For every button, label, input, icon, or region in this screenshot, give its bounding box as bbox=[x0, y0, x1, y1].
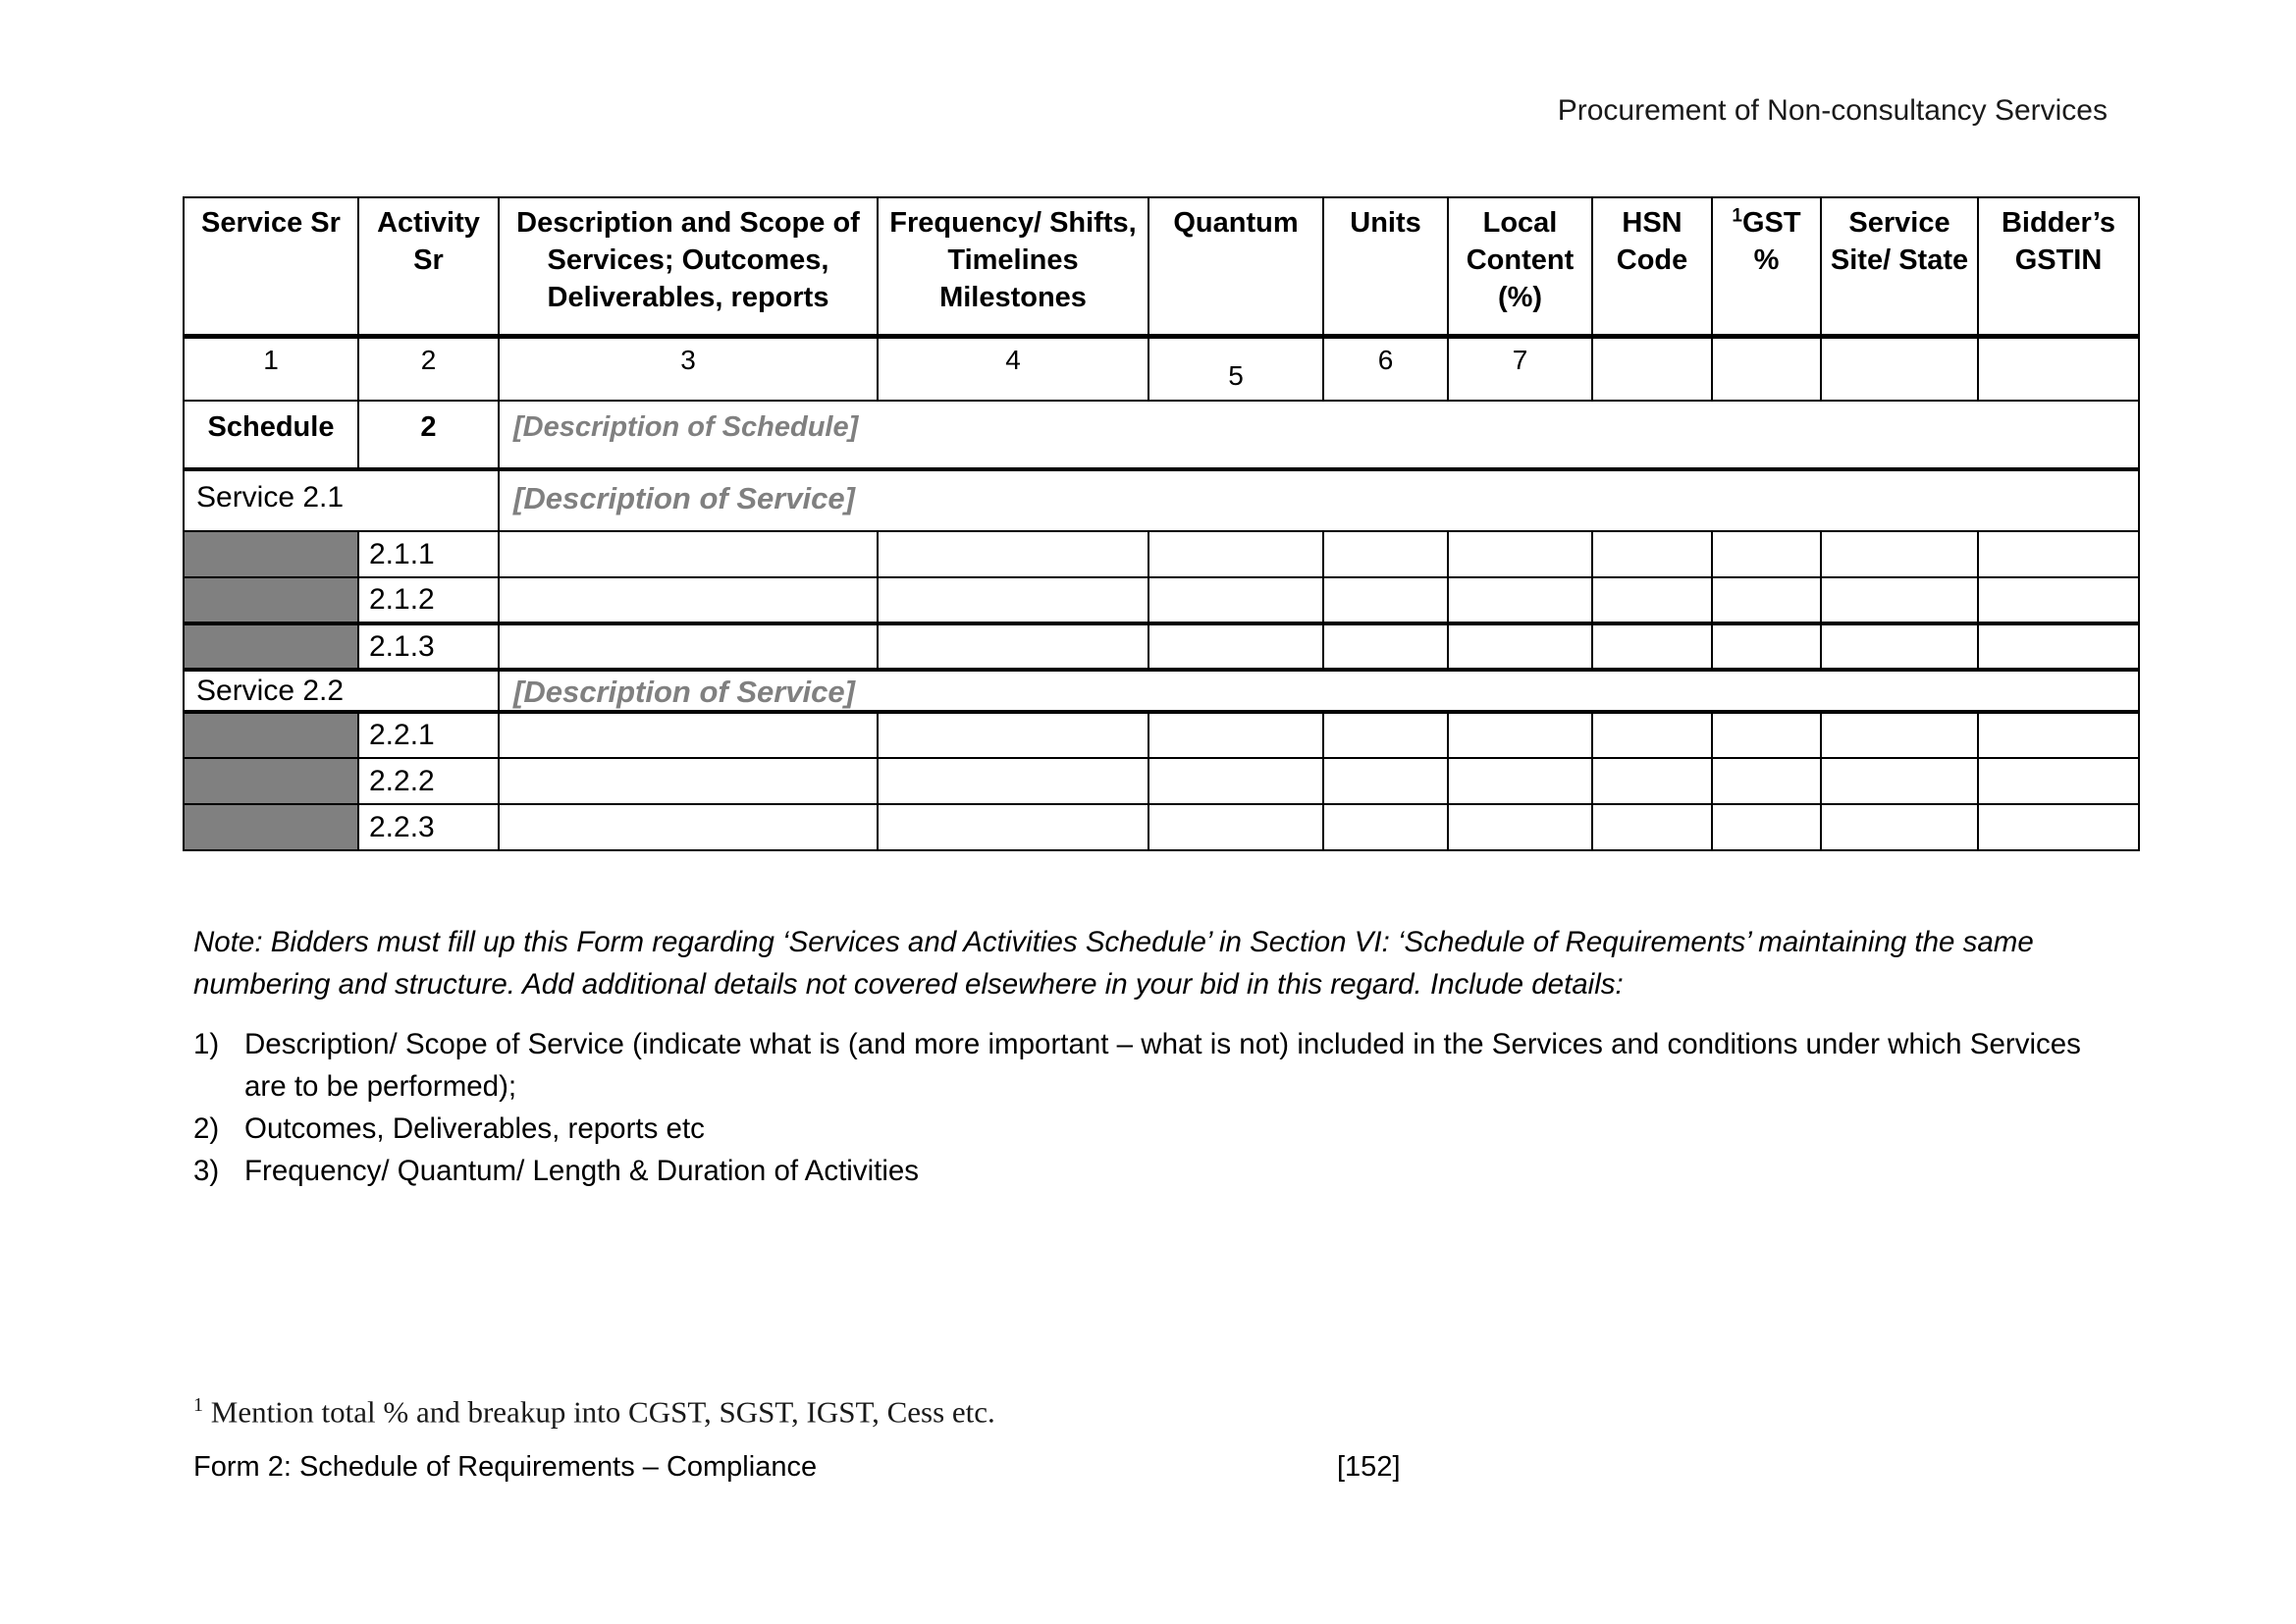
details-list bbox=[193, 1023, 2098, 1192]
table-header-row bbox=[184, 197, 2139, 336]
column-number-4: 4 bbox=[878, 336, 1148, 401]
empty-cell bbox=[1821, 758, 1978, 804]
activity-row-2-2-1 bbox=[184, 712, 2139, 758]
empty-cell bbox=[878, 804, 1148, 850]
empty-cell bbox=[499, 804, 878, 850]
empty-cell bbox=[1323, 531, 1448, 577]
empty-cell bbox=[1712, 336, 1821, 401]
empty-cell bbox=[1712, 531, 1821, 577]
empty-cell bbox=[1821, 531, 1978, 577]
col-header-service-sr: Service Sr bbox=[184, 197, 358, 336]
empty-cell bbox=[499, 577, 878, 623]
activity-row-2-2-3 bbox=[184, 804, 2139, 850]
col-header-frequency: Frequency/ Shifts, Timelines Milestones bbox=[878, 197, 1148, 336]
empty-cell bbox=[1592, 758, 1712, 804]
list-item-text: Outcomes, Deliverables, reports etc bbox=[244, 1112, 705, 1145]
column-number-3: 3 bbox=[499, 336, 878, 401]
footnote-ref: 1 bbox=[193, 1394, 203, 1416]
service-2-2-description-placeholder: [Description of Service] bbox=[499, 670, 2139, 712]
list-item-marker: 2) bbox=[193, 1112, 220, 1145]
list-item-text: Frequency/ Quantum/ Length & Duration of Activities bbox=[244, 1155, 920, 1187]
empty-cell bbox=[1323, 804, 1448, 850]
shaded-cell bbox=[184, 758, 358, 804]
empty-cell bbox=[878, 712, 1148, 758]
empty-cell bbox=[1323, 623, 1448, 670]
empty-cell bbox=[1978, 758, 2139, 804]
col-header-activity-sr: Activity Sr bbox=[358, 197, 499, 336]
schedule-row bbox=[184, 401, 2139, 469]
col-header-service-site: Service Site/ State bbox=[1821, 197, 1978, 336]
list-item-marker: 1) bbox=[193, 1028, 220, 1060]
column-number-2: 2 bbox=[358, 336, 499, 401]
empty-cell bbox=[1712, 577, 1821, 623]
activity-row-2-1-3 bbox=[184, 623, 2139, 670]
empty-cell bbox=[1323, 577, 1448, 623]
empty-cell bbox=[1978, 623, 2139, 670]
shaded-cell bbox=[184, 712, 358, 758]
empty-cell bbox=[1821, 336, 1978, 401]
empty-cell bbox=[1821, 712, 1978, 758]
empty-cell bbox=[499, 531, 878, 577]
service-2-1-label: Service 2.1 bbox=[184, 469, 499, 531]
empty-cell bbox=[1448, 623, 1592, 670]
schedule-label: Schedule bbox=[184, 401, 358, 469]
service-2-1-description-placeholder: [Description of Service] bbox=[499, 469, 2139, 531]
empty-cell bbox=[1978, 577, 2139, 623]
schedule-description-placeholder: [Description of Schedule] bbox=[499, 401, 2139, 469]
activity-row-2-2-2 bbox=[184, 758, 2139, 804]
empty-cell bbox=[1978, 712, 2139, 758]
activity-sr-2-1-3: 2.1.3 bbox=[358, 623, 499, 670]
column-number-5: 5 bbox=[1148, 336, 1323, 401]
service-2-2-row bbox=[184, 670, 2139, 712]
empty-cell bbox=[499, 712, 878, 758]
empty-cell bbox=[1148, 577, 1323, 623]
activity-sr-2-1-2: 2.1.2 bbox=[358, 577, 499, 623]
requirements-table-wrapper bbox=[183, 196, 2140, 851]
empty-cell bbox=[1712, 623, 1821, 670]
gst-footnote bbox=[193, 1394, 995, 1430]
activity-sr-2-2-1: 2.2.1 bbox=[358, 712, 499, 758]
empty-cell bbox=[1323, 758, 1448, 804]
shaded-cell bbox=[184, 577, 358, 623]
bidders-note: Note: Bidders must fill up this Form regarding ‘Services and Activities Schedule’ in Section VI: ‘Schedule of Requirements’ maintaining the same numbering and structure. Add additional details not covered elsewhere in your bid in this regard. Include details: bbox=[193, 926, 2034, 1001]
empty-cell bbox=[1821, 577, 1978, 623]
column-number-1: 1 bbox=[184, 336, 358, 401]
footnote-text: Mention total % and breakup into CGST, SGST, IGST, Cess etc. bbox=[203, 1394, 995, 1430]
empty-cell bbox=[1592, 531, 1712, 577]
empty-cell bbox=[1978, 336, 2139, 401]
list-item bbox=[193, 1023, 2098, 1108]
activity-sr-2-2-3: 2.2.3 bbox=[358, 804, 499, 850]
gst-footnote-ref: 1 bbox=[1732, 205, 1742, 227]
empty-cell bbox=[1712, 712, 1821, 758]
activity-row-2-1-1 bbox=[184, 531, 2139, 577]
col-header-description: Description and Scope of Services; Outcomes, Deliverables, reports bbox=[499, 197, 878, 336]
shaded-cell bbox=[184, 623, 358, 670]
empty-cell bbox=[1592, 336, 1712, 401]
empty-cell bbox=[1148, 531, 1323, 577]
empty-cell bbox=[1821, 804, 1978, 850]
empty-cell bbox=[878, 623, 1148, 670]
empty-cell bbox=[1148, 712, 1323, 758]
list-item bbox=[193, 1150, 2098, 1192]
empty-cell bbox=[1592, 804, 1712, 850]
empty-cell bbox=[1448, 804, 1592, 850]
empty-cell bbox=[1448, 712, 1592, 758]
service-2-2-label: Service 2.2 bbox=[184, 670, 499, 712]
empty-cell bbox=[1712, 758, 1821, 804]
empty-cell bbox=[1148, 804, 1323, 850]
empty-cell bbox=[1448, 531, 1592, 577]
column-number-6: 6 bbox=[1323, 336, 1448, 401]
empty-cell bbox=[499, 623, 878, 670]
col-header-bidders-gstin: Bidder’s GSTIN bbox=[1978, 197, 2139, 336]
empty-cell bbox=[1592, 712, 1712, 758]
empty-cell bbox=[1712, 804, 1821, 850]
page-number: [152] bbox=[1337, 1451, 1401, 1483]
empty-cell bbox=[1592, 577, 1712, 623]
list-item bbox=[193, 1108, 2098, 1150]
schedule-sr-number: 2 bbox=[358, 401, 499, 469]
empty-cell bbox=[1323, 712, 1448, 758]
empty-cell bbox=[1821, 623, 1978, 670]
shaded-cell bbox=[184, 531, 358, 577]
empty-cell bbox=[1148, 758, 1323, 804]
col-header-quantum: Quantum bbox=[1148, 197, 1323, 336]
service-2-1-row bbox=[184, 469, 2139, 531]
empty-cell bbox=[878, 577, 1148, 623]
col-header-hsn-code: HSN Code bbox=[1592, 197, 1712, 336]
empty-cell bbox=[878, 758, 1148, 804]
document-header-text: Procurement of Non-consultancy Services bbox=[1557, 94, 2108, 127]
col-header-units: Units bbox=[1323, 197, 1448, 336]
activity-sr-2-2-2: 2.2.2 bbox=[358, 758, 499, 804]
col-header-local-content: Local Content (%) bbox=[1448, 197, 1592, 336]
column-number-7: 7 bbox=[1448, 336, 1592, 401]
requirements-table bbox=[183, 196, 2140, 851]
empty-cell bbox=[1448, 758, 1592, 804]
activity-row-2-1-2 bbox=[184, 577, 2139, 623]
column-number-row bbox=[184, 336, 2139, 401]
col-header-gst-label: GST % bbox=[1741, 207, 1801, 276]
empty-cell bbox=[1448, 577, 1592, 623]
col-header-gst bbox=[1712, 197, 1821, 336]
form-title-footer: Form 2: Schedule of Requirements – Compliance bbox=[193, 1451, 818, 1483]
empty-cell bbox=[878, 531, 1148, 577]
empty-cell bbox=[1592, 623, 1712, 670]
empty-cell bbox=[1148, 623, 1323, 670]
shaded-cell bbox=[184, 804, 358, 850]
empty-cell bbox=[499, 758, 878, 804]
list-item-marker: 3) bbox=[193, 1155, 220, 1187]
list-item-text: Description/ Scope of Service (indicate what is (and more important – what is not) included in the Services and conditions under which Services are to be performed); bbox=[244, 1028, 2081, 1103]
activity-sr-2-1-1: 2.1.1 bbox=[358, 531, 499, 577]
empty-cell bbox=[1978, 804, 2139, 850]
empty-cell bbox=[1978, 531, 2139, 577]
